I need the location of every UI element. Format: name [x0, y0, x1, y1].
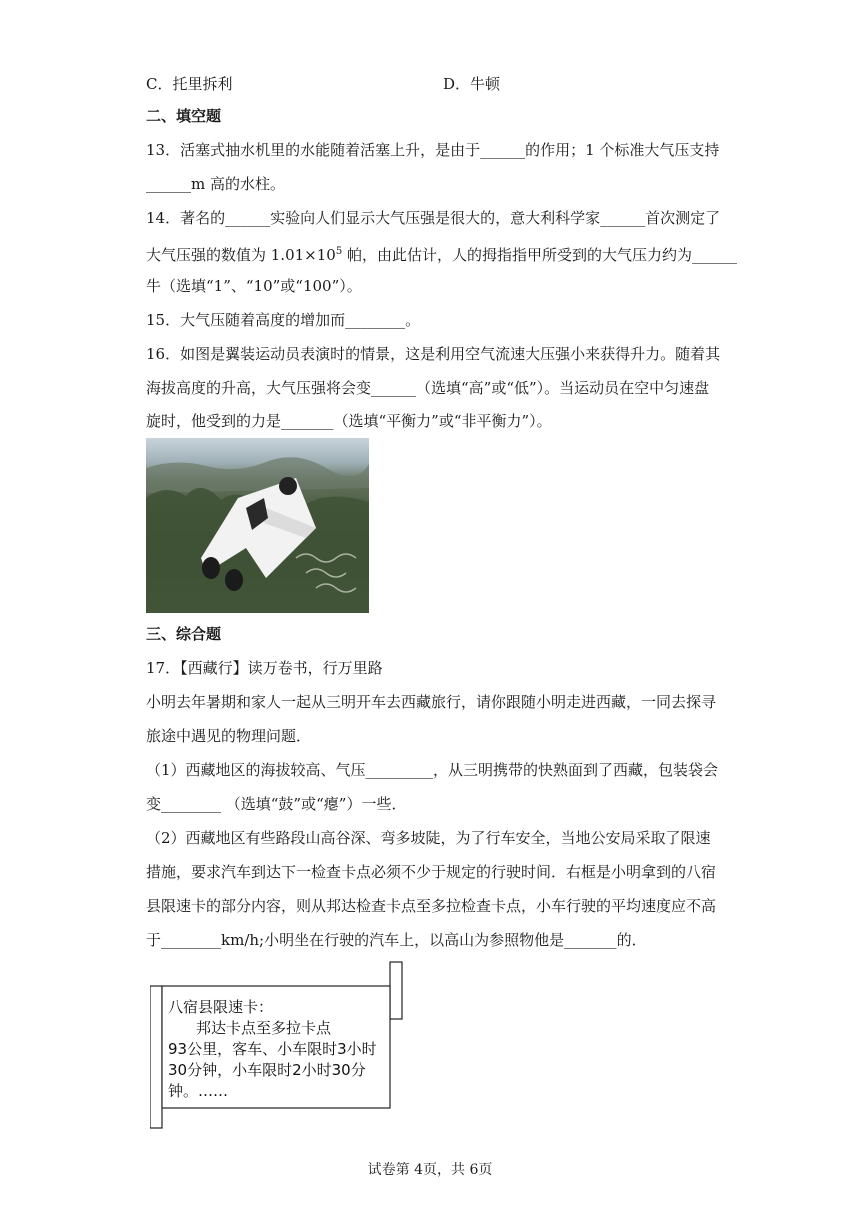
- question-13-line-2: ______m 高的水柱。: [146, 175, 285, 193]
- question-17-part-2-line-2: 措施，要求汽车到达下一检查卡点必须不少于规定的行驶时间．右框是小明拿到的八宿: [146, 863, 717, 881]
- speed-card-line-2: 93公里，客车、小车限时3小时: [168, 1040, 377, 1058]
- speed-card-title: 八宿县限速卡：: [168, 998, 274, 1016]
- question-15-line-1: 15．大气压随着高度的增加而________。: [146, 311, 421, 329]
- option-c: C．托里拆利: [146, 75, 233, 93]
- section-title-comprehensive: 三、综合题: [146, 625, 222, 643]
- speed-card-line-3: 30分钟，小车限时2小时30分: [168, 1061, 366, 1079]
- wingsuit-photo: [146, 438, 369, 613]
- question-13-line-1: 13．活塞式抽水机里的水能随着活塞上升，是由于______的作用；1 个标准大气压支持: [146, 141, 720, 159]
- question-17-part-2-line-3: 县限速卡的部分内容，则从邦达检查卡点至多拉检查卡点，小车行驶的平均速度应不高: [146, 897, 717, 915]
- question-14-line-2-pre: 大气压强的数值为 1.01×10: [146, 246, 336, 264]
- question-16-line-1: 16．如图是翼装运动员表演时的情景，这是利用空气流速大压强小来获得升力。随着其: [146, 345, 721, 363]
- question-14-line-2-post: 帕，由此估计，人的拇指指甲所受到的大气压力约为______: [342, 246, 737, 264]
- question-16-line-2: 海拔高度的升高，大气压强将会变______（选填“高”或“低”）。当运动员在空中匀速盘: [146, 379, 710, 397]
- question-17-part-2-line-4: 于________km/h;小明坐在行驶的汽车上，以高山为参照物他是_______的．: [146, 931, 647, 949]
- question-17-part-1-line-2: 变________ （选填“鼓”或“瘪”）一些．: [146, 795, 407, 813]
- question-14-line-2: [146, 242, 737, 265]
- question-17-intro-2: 旅途中遇见的物理问题．: [146, 727, 312, 745]
- question-17-part-2-line-1: （2）西藏地区有些路段山高谷深、弯多坡陡，为了行车安全，当地公安局采取了限速: [146, 829, 711, 847]
- option-d: D．牛顿: [443, 75, 501, 93]
- question-14-line-1: 14．著名的______实验向人们显示大气压强是很大的，意大利科学家______首次测定了: [146, 209, 721, 227]
- speed-card-text: [168, 997, 377, 1102]
- section-title-fill-blank: 二、填空题: [146, 107, 222, 125]
- page-footer: 试卷第 4页，共 6页: [367, 1162, 493, 1178]
- speed-card-line-1: 邦达卡点至多拉卡点: [196, 1019, 332, 1037]
- question-17-part-1-line-1: （1）西藏地区的海拔较高、气压_________，从三明携带的快熟面到了西藏，包装袋会: [146, 761, 719, 779]
- question-17-intro-1: 小明去年暑期和家人一起从三明开车去西藏旅行，请你跟随小明走进西藏，一同去探寻: [146, 693, 717, 711]
- question-16-line-3: 旋时，他受到的力是_______（选填“平衡力”或“非平衡力”）。: [146, 412, 552, 430]
- question-17-title: 17．【西藏行】读万卷书，行万里路: [146, 659, 383, 677]
- question-14-line-3: 牛（选填“1”、“10”或“100”）。: [146, 277, 362, 295]
- speed-card-line-4: 钟。……: [168, 1082, 229, 1100]
- exponent: 5: [335, 246, 343, 257]
